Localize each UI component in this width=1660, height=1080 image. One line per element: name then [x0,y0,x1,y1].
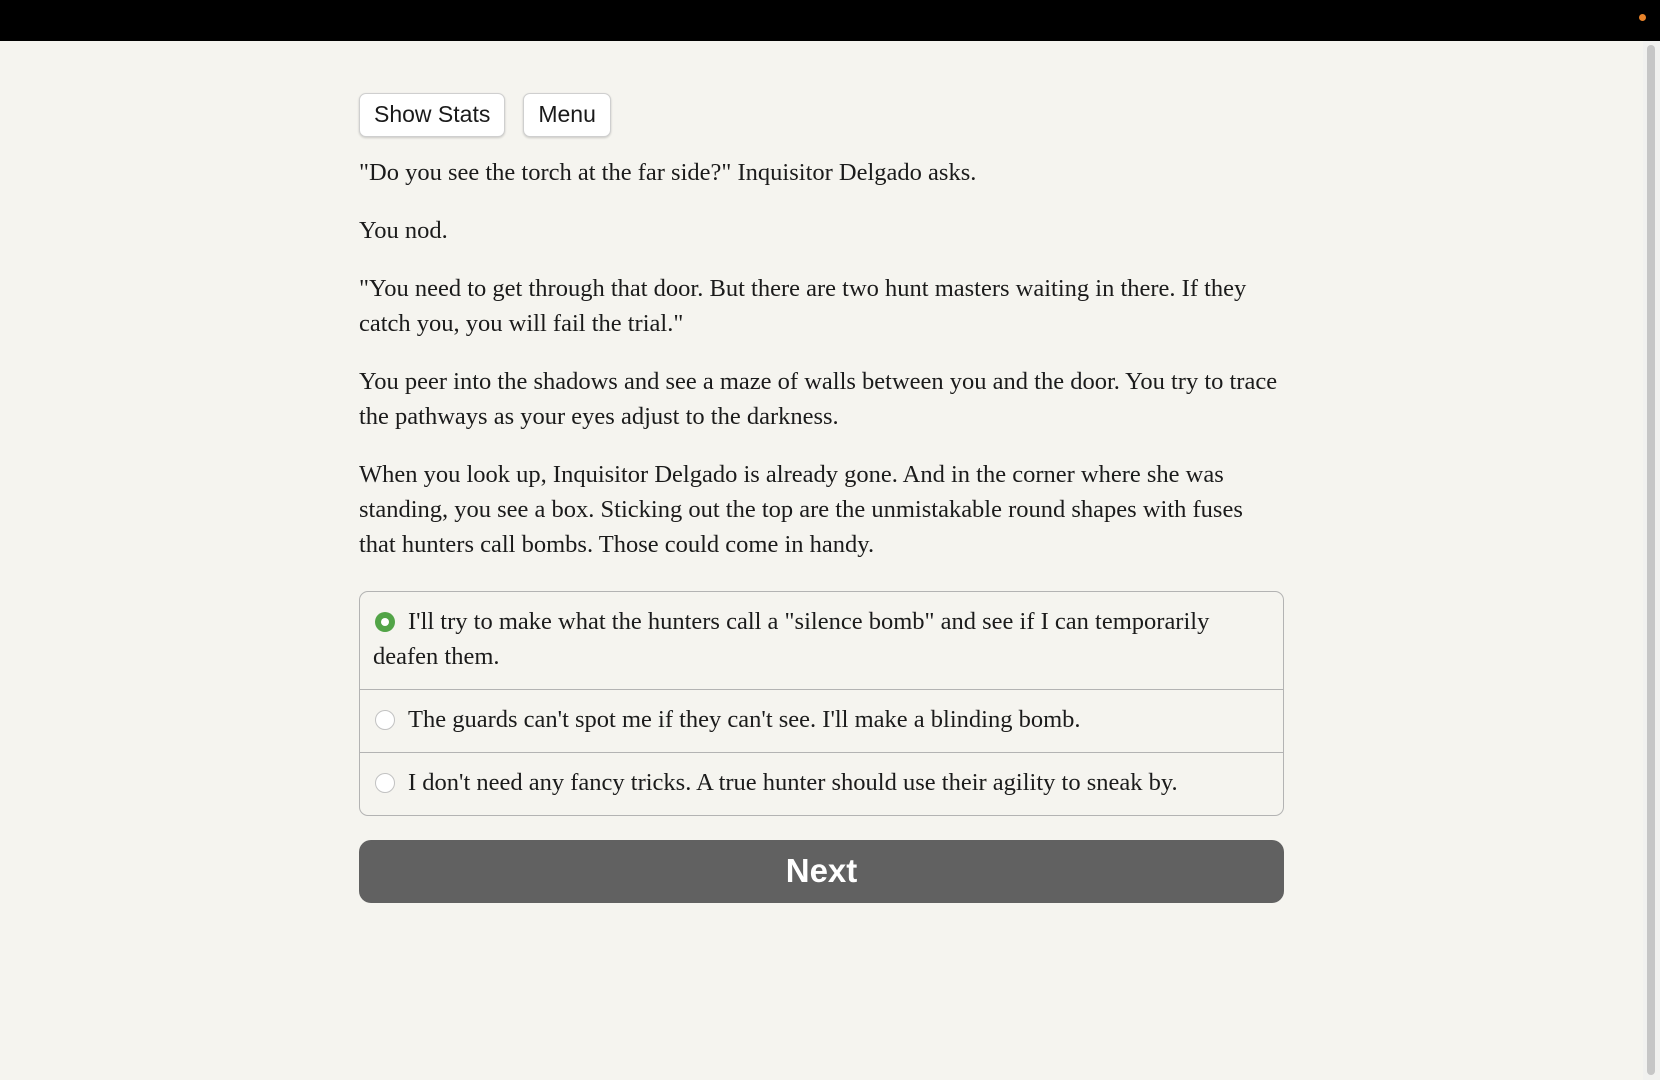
scrollbar-thumb[interactable] [1647,45,1655,1075]
choice-label[interactable]: I'll try to make what the hunters call a "silence bomb" and see if I can temporarily deafen them. [373,607,1210,670]
status-dot-icon [1639,14,1646,21]
story-paragraph: You nod. [359,216,448,244]
choice-label[interactable]: The guards can't spot me if they can't see. I'll make a blinding bomb. [408,705,1081,733]
choice-option-silence-bomb[interactable] [360,592,1283,689]
next-button[interactable]: Next [359,840,1284,903]
radio-button-icon[interactable] [375,612,395,632]
menu-button[interactable]: Menu [523,93,611,137]
choice-option-sneak-by[interactable] [360,752,1283,815]
choice-label[interactable]: I don't need any fancy tricks. A true hunter should use their agility to sneak by. [408,768,1178,796]
story-paragraph: You peer into the shadows and see a maze of walls between you and the door. You try to trace the pathways as your eyes adjust to the darkness. [359,367,1278,430]
story-paragraph: "Do you see the torch at the far side?" Inquisitor Delgado asks. [359,158,977,186]
story-paragraph: "You need to get through that door. But there are two hunt masters waiting in there. If they catch you, you will fail the trial." [359,274,1247,337]
story-paragraph: When you look up, Inquisitor Delgado is already gone. And in the corner where she was standing, you see a box. Sticking out the top are the unmistakable round shapes with fuses that hunters call bombs. Those could come in handy. [359,460,1243,558]
top-bar [0,0,1660,41]
radio-button-icon[interactable] [375,773,395,793]
show-stats-button[interactable]: Show Stats [359,93,505,137]
game-content [359,93,1284,903]
toolbar [359,93,1284,137]
story-text [359,155,1284,562]
radio-button-icon[interactable] [375,710,395,730]
scrollbar[interactable] [1643,41,1660,1080]
choice-list [359,591,1284,816]
choice-option-blinding-bomb[interactable] [360,689,1283,752]
